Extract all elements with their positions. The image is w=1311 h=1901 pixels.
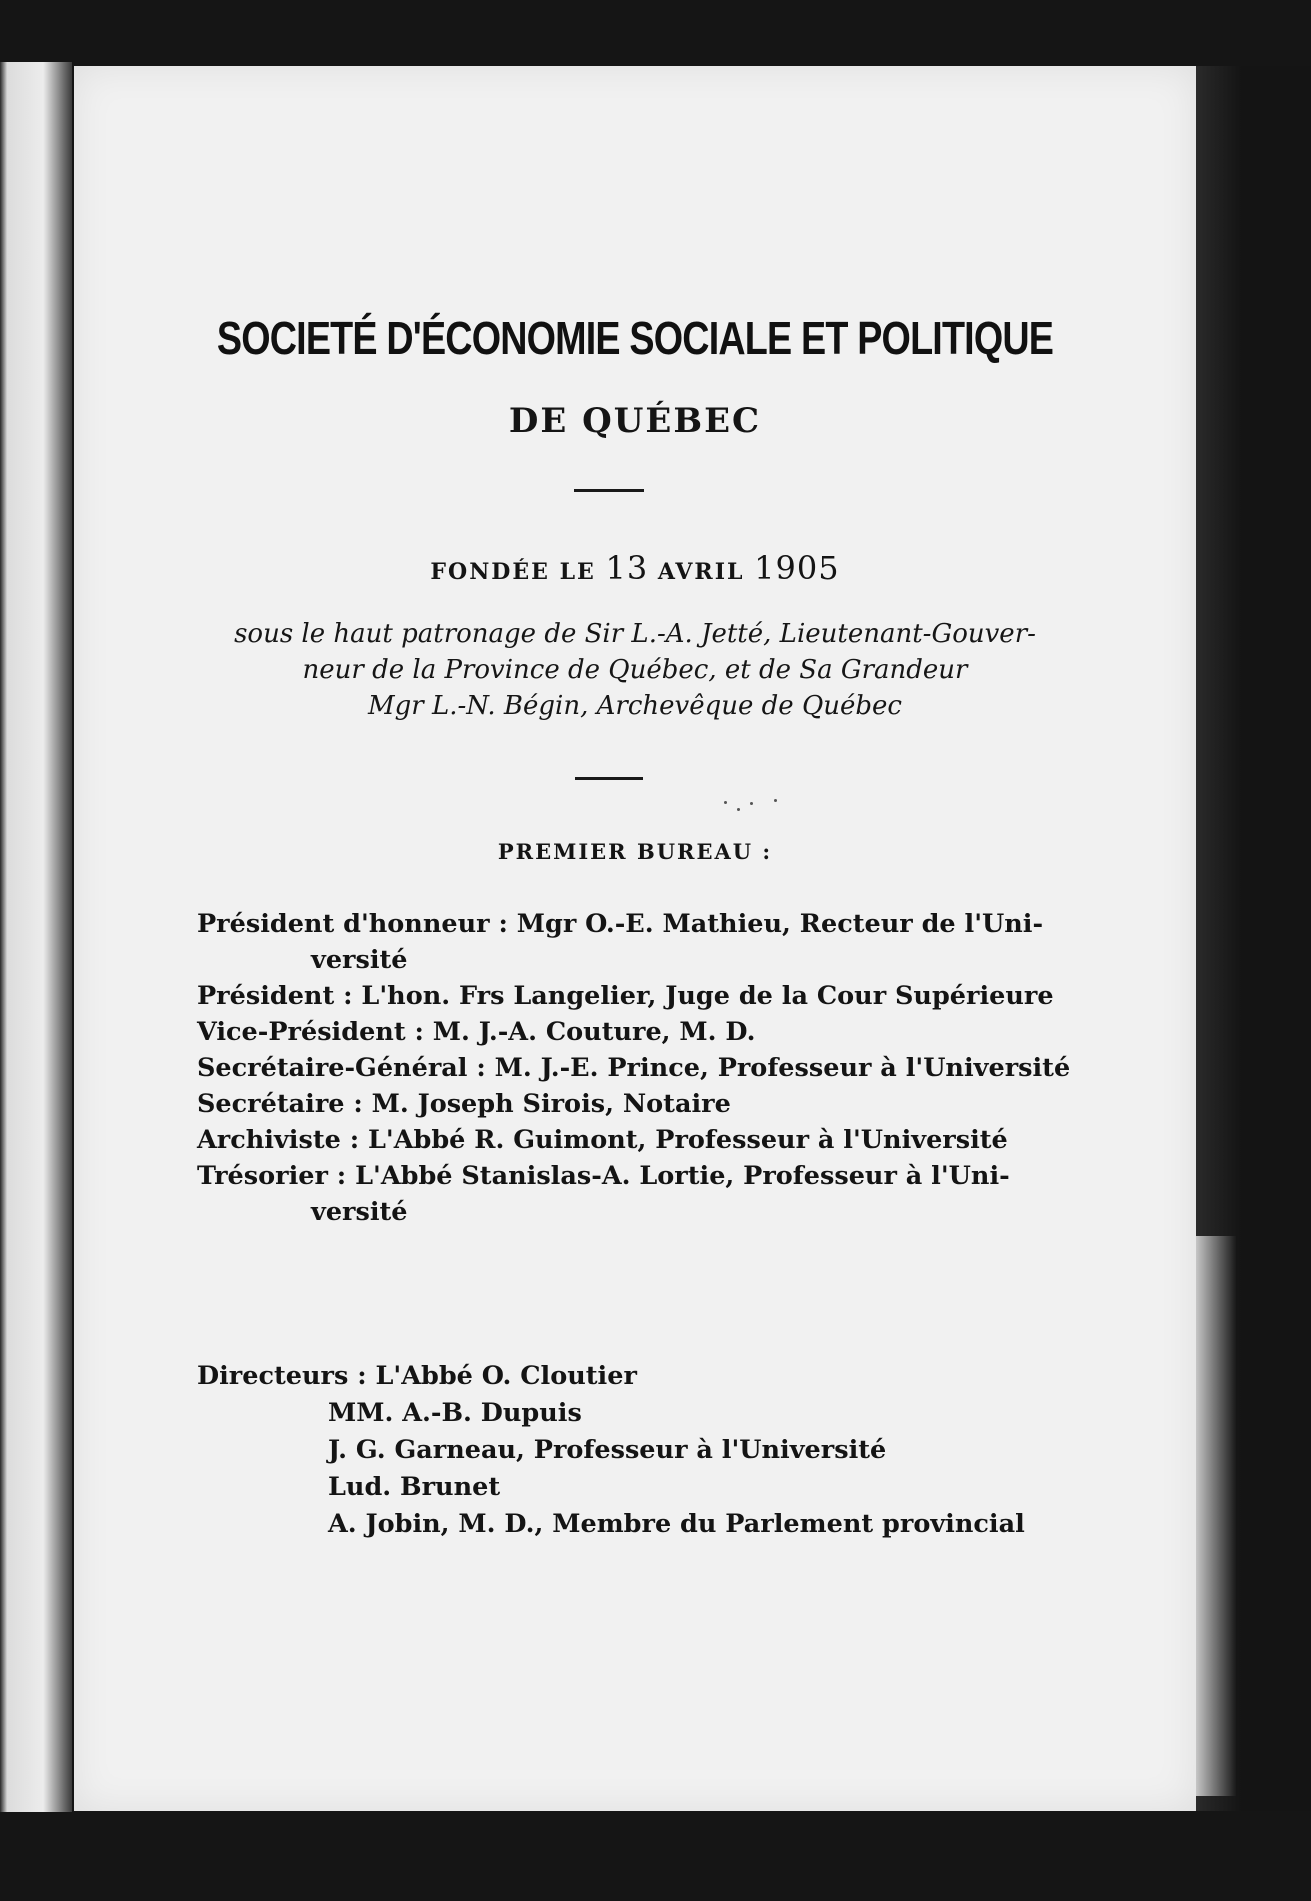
officer-line: Vice-Président : M. J.-A. Couture, M. D. — [197, 1017, 756, 1047]
patronage-text — [184, 616, 1086, 724]
founded-day: 13 — [605, 549, 649, 587]
page-right-shadow — [1196, 66, 1311, 1811]
officer-line: Archiviste : L'Abbé R. Guimont, Professeur à l'Université — [197, 1125, 1008, 1155]
officer-continuation: versité — [311, 945, 408, 975]
officer-line: Secrétaire-Général : M. J.-E. Prince, Professeur à l'Université — [197, 1053, 1071, 1083]
officer-entry — [197, 978, 1077, 1014]
document-page — [74, 66, 1196, 1811]
patronage-line: neur de la Province de Québec, et de Sa Grandeur — [302, 655, 968, 685]
founded-year: 1905 — [754, 549, 840, 587]
patronage-line: Mgr L.-N. Bégin, Archevêque de Québec — [368, 691, 902, 721]
founded-prefix: FONDÉE LE — [430, 559, 596, 585]
officer-list — [197, 906, 1077, 1230]
shadow-blob — [1196, 1236, 1236, 1796]
officer-continuation: versité — [311, 1197, 408, 1227]
directors-label: Directeurs : L'Abbé O. Cloutier — [197, 1361, 637, 1391]
director-entry: Lud. Brunet — [328, 1472, 501, 1502]
director-entry: J. G. Garneau, Professeur à l'Université — [328, 1435, 887, 1465]
founded-month: AVRIL — [657, 559, 745, 585]
scan-speck — [774, 799, 777, 802]
scan-speck — [737, 808, 740, 811]
scan-speck — [724, 801, 727, 804]
officer-line: Secrétaire : M. Joseph Sirois, Notaire — [197, 1089, 731, 1119]
divider-rule — [575, 777, 643, 780]
officer-entry — [197, 1086, 1077, 1122]
director-entry: A. Jobin, M. D., Membre du Parlement provincial — [328, 1509, 1025, 1539]
officer-entry — [197, 1122, 1077, 1158]
patronage-line: sous le haut patronage de Sir L.-A. Jetté, Lieutenant-Gouver- — [234, 619, 1036, 649]
page-subtitle: DE QUÉBEC — [508, 401, 762, 441]
bureau-heading: PREMIER BUREAU : — [497, 839, 773, 864]
director-entry: MM. A.-B. Dupuis — [328, 1398, 582, 1428]
officer-line: Trésorier : L'Abbé Stanislas-A. Lortie, Professeur à l'Uni- — [197, 1161, 1010, 1191]
scan-speck — [750, 802, 753, 805]
officer-entry — [197, 906, 1077, 942]
officer-line: Président d'honneur : Mgr O.-E. Mathieu, Recteur de l'Uni- — [197, 909, 1044, 939]
directors-list — [197, 1358, 1097, 1543]
officer-entry — [197, 1014, 1077, 1050]
divider-rule — [574, 489, 644, 492]
facing-page-edge — [0, 62, 72, 1812]
officer-entry — [197, 1050, 1077, 1086]
officer-entry — [197, 1158, 1077, 1194]
page-title: SOCIETÉ D'ÉCONOMIE SOCIALE ET POLITIQUE — [216, 312, 1054, 364]
officer-line: Président : L'hon. Frs Langelier, Juge de la Cour Supérieure — [197, 981, 1054, 1011]
founded-line — [74, 549, 1196, 587]
